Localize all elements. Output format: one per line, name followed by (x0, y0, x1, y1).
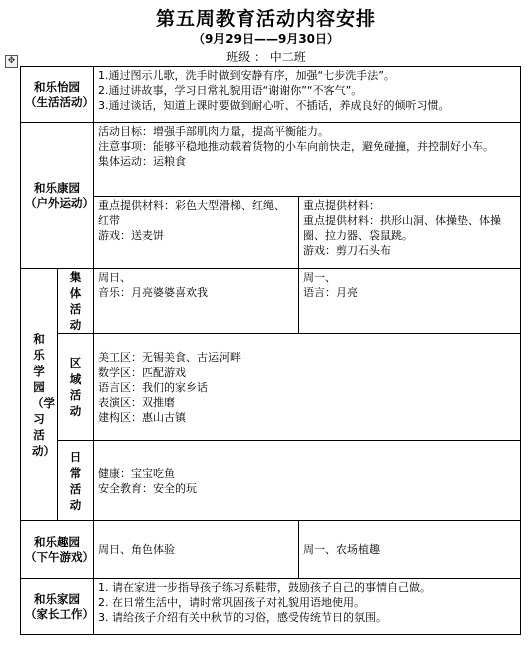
collective-left-cell (94, 269, 299, 334)
outdoor-left-game: 游戏：送麦饼 (98, 229, 164, 242)
home-item: 2. 在日常生活中，请时常巩固孩子对礼貌用语地使用。 (98, 596, 365, 609)
document-title: 第五周教育活动内容安排 (155, 8, 376, 30)
learning-heading: 和乐学园（学习活动） (21, 269, 58, 521)
daily-item: 健康：宝宝吃鱼 (98, 466, 175, 480)
outdoor-heading: 和乐康园（户外运动） (21, 123, 94, 269)
outdoor-goal: 活动目标：增强手部肌肉力量，提高平衡能力。 (98, 125, 329, 138)
fun-row (21, 521, 521, 579)
fun-right: 周一、农场植趣 (299, 521, 521, 579)
life-item: 1.通过图示儿歌，洗手时做到安静有序，加强“七步洗手法”。 (98, 69, 395, 82)
class-label: 班级 ： 中二班 (226, 50, 306, 64)
collective-label: 集体活动 (69, 270, 82, 332)
home-item: 1. 请在家进一步指导孩子练习系鞋带，鼓励孩子自己的事情自己做。 (98, 581, 431, 594)
area-label: 区域活动 (69, 356, 82, 418)
life-heading: 和乐怡园（生活活动） (21, 67, 94, 123)
outdoor-right-materials: 重点提供材料：拱形山洞、体操垫、体操圈、拉力器、袋鼠跳。 (303, 214, 501, 242)
daily-row (21, 441, 521, 521)
outdoor-row (21, 123, 521, 197)
area-item: 美工区：无锡美食、古运河畔 (98, 350, 241, 364)
daily-label-cell (58, 441, 94, 521)
collective-left-content: 音乐：月亮婆婆喜欢我 (98, 286, 208, 299)
outdoor-materials-row (21, 197, 521, 269)
life-row (21, 67, 521, 123)
collective-left-day: 周日、 (98, 271, 131, 284)
daily-item: 安全教育：安全的玩 (98, 481, 197, 495)
activity-table (20, 66, 521, 635)
home-content (94, 579, 521, 635)
fun-heading: 和乐趣园（下午游戏） (21, 521, 94, 579)
daily-label: 日常活动 (69, 449, 82, 512)
outdoor-right-game: 游戏：剪刀石头布 (303, 244, 391, 257)
collective-label-cell (58, 269, 94, 334)
collective-right-cell (299, 269, 521, 334)
outdoor-left-materials: 重点提供材料：彩色大型滑梯、红绳、红带 (98, 199, 285, 227)
date-range: （9月29日——9月30日） (192, 32, 340, 46)
home-heading: 和乐家园（家长工作） (21, 579, 94, 635)
home-row (21, 579, 521, 635)
collective-right-content: 语言：月亮 (303, 286, 358, 299)
outdoor-left-cell (94, 197, 299, 269)
outdoor-notes: 注意事项：能够平稳地推动载着货物的小车向前快走，避免碰撞，并控制好小车。 (98, 140, 494, 153)
area-label-cell (58, 334, 94, 441)
area-item: 建构区：惠山古镇 (98, 410, 186, 424)
daily-content (94, 441, 521, 521)
area-item: 数学区：匹配游戏 (98, 365, 186, 379)
collective-row (21, 269, 521, 334)
area-row (21, 334, 521, 441)
outdoor-group: 集体运动：运粮食 (98, 155, 186, 168)
area-item: 语言区：我们的家乡话 (98, 380, 208, 394)
home-item: 3. 请给孩子介绍有关中秋节的习俗，感受传统节日的氛围。 (98, 611, 387, 624)
outdoor-right-cell (299, 197, 521, 269)
life-content (94, 67, 521, 123)
fun-left: 周日、角色体验 (94, 521, 299, 579)
collective-right-day: 周一、 (303, 271, 336, 284)
area-content (94, 334, 521, 441)
life-item: 2.通过讲故事，学习日常礼貌用语“谢谢你”“不客气”。 (98, 84, 363, 97)
life-item: 3.通过谈话，知道上课时要做到耐心听、不插话，养成良好的倾听习惯。 (98, 99, 450, 112)
outdoor-right-materials-label: 重点提供材料： (303, 199, 380, 212)
area-item: 表演区：双推磨 (98, 395, 175, 409)
table-move-handle-icon[interactable]: ✥ (5, 55, 18, 68)
outdoor-general (94, 123, 521, 197)
